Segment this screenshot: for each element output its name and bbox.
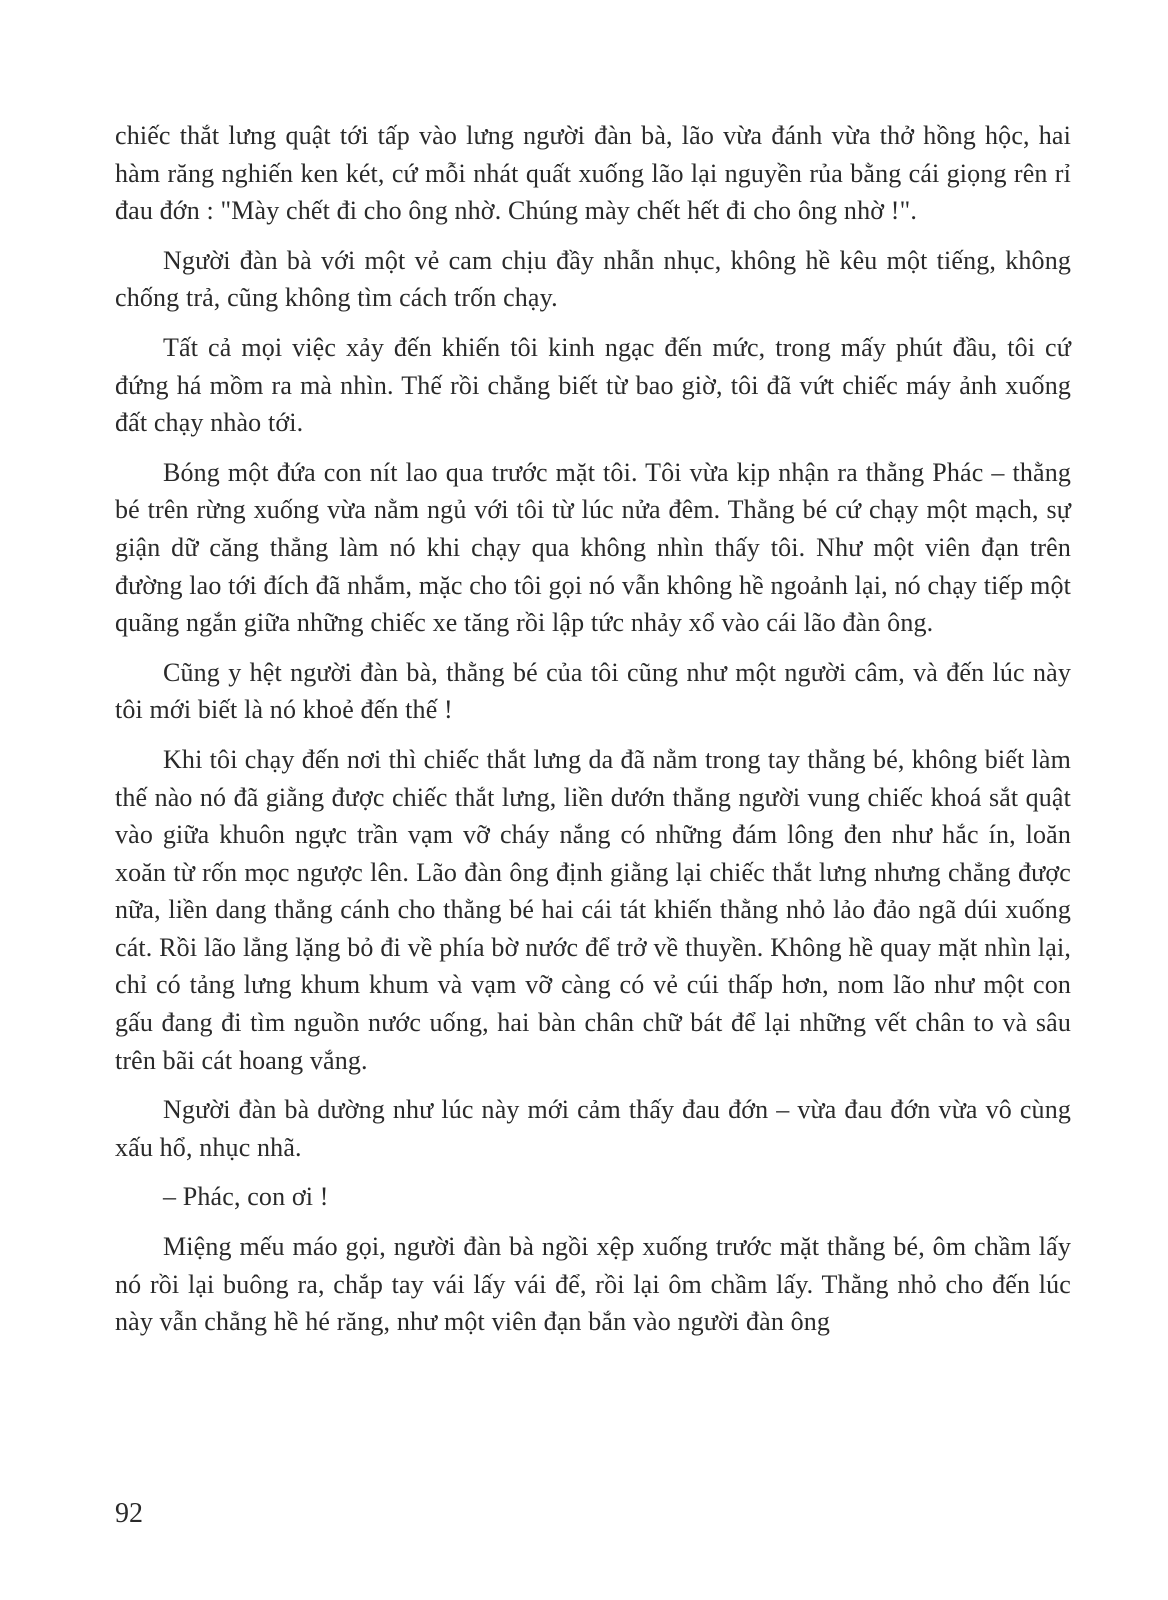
paragraph-1: chiếc thắt lưng quật tới tấp vào lưng người đàn bà, lão vừa đánh vừa thở hồng hộc, hai hàm răng nghiến ken két, cứ mỗi nhát quất xuống lão lại nguyền rủa bằng cái giọng rên rỉ đau đớn : "Mày chết đi cho ông nhờ. Chúng mày chết hết đi cho ông nhờ !".	[115, 121, 1071, 226]
page-number: 92	[115, 1498, 143, 1529]
paragraph-7: Người đàn bà dường như lúc này mới cảm thấy đau đớn – vừa đau đớn vừa vô cùng xấu hổ, nhục nhã.	[115, 1095, 1071, 1162]
paragraph-2: Người đàn bà với một vẻ cam chịu đầy nhẫn nhục, không hề kêu một tiếng, không chống trả, cũng không tìm cách trốn chạy.	[115, 245, 1071, 313]
paragraph-4: Bóng một đứa con nít lao qua trước mặt tôi. Tôi vừa kịp nhận ra thằng Phác – thằng bé trên rừng xuống vừa nằm ngủ với tôi từ lúc nửa đêm. Thằng bé cứ chạy một mạch, sự giận dữ căng thẳng làm nó khi chạy qua không nhìn thấy tôi. Như một viên đạn trên đường lao tới đích đã nhắm, mặc cho tôi gọi nó vẫn không hề ngoảnh lại, nó chạy tiếp một quãng ngắn giữa những chiếc xe tăng rồi lập tức nhảy xổ vào cái lão đàn ông.	[115, 457, 1071, 638]
dialogue-line: – Phác, con ơi !	[163, 1182, 329, 1212]
paragraph-3: Tất cả mọi việc xảy đến khiến tôi kinh ngạc đến mức, trong mấy phút đầu, tôi cứ đứng há mồm ra mà nhìn. Thế rồi chẳng biết từ bao giờ, tôi đã vứt chiếc máy ảnh xuống đất chạy nhào tới.	[115, 332, 1071, 438]
paragraph-9: Miệng mếu máo gọi, người đàn bà ngồi xệp xuống trước mặt thằng bé, ôm chầm lấy nó rồi lại buông ra, chắp tay vái lấy vái để, rồi lại ôm chầm lấy. Thằng nhỏ cho đến lúc này vẫn chẳng hề hé răng, như một viên đạn bắn vào người đàn ông	[115, 1232, 1071, 1337]
body-text	[115, 117, 1071, 1353]
paragraph-6: Khi tôi chạy đến nơi thì chiếc thắt lưng da đã nằm trong tay thằng bé, không biết làm thế nào nó đã giằng được chiếc thắt lưng, liền dướn thẳng người vung chiếc khoá sắt quật vào giữa khuôn ngực trần vạm vỡ cháy nắng có những đám lông đen như hắc ín, loăn xoăn từ rốn mọc ngược lên. Lão đàn ông định giằng lại chiếc thắt lưng nhưng chẳng được nữa, liền dang thẳng cánh cho thằng bé hai cái tát khiến thằng nhỏ lảo đảo ngã dúi xuống cát. Rồi lão lẳng lặng bỏ đi về phía bờ nước để trở về thuyền. Không hề quay mặt nhìn lại, chỉ có tảng lưng khum khum và vạm vỡ càng có vẻ cúi thấp hơn, nom lão như một con gấu đang đi tìm nguồn nước uống, hai bàn chân chữ bát để lại những vết chân to và sâu trên bãi cát hoang vắng.	[115, 744, 1071, 1075]
paragraph-5: Cũng y hệt người đàn bà, thằng bé của tôi cũng như một người câm, và đến lúc này tôi mới biết là nó khoẻ đến thế !	[115, 657, 1071, 725]
